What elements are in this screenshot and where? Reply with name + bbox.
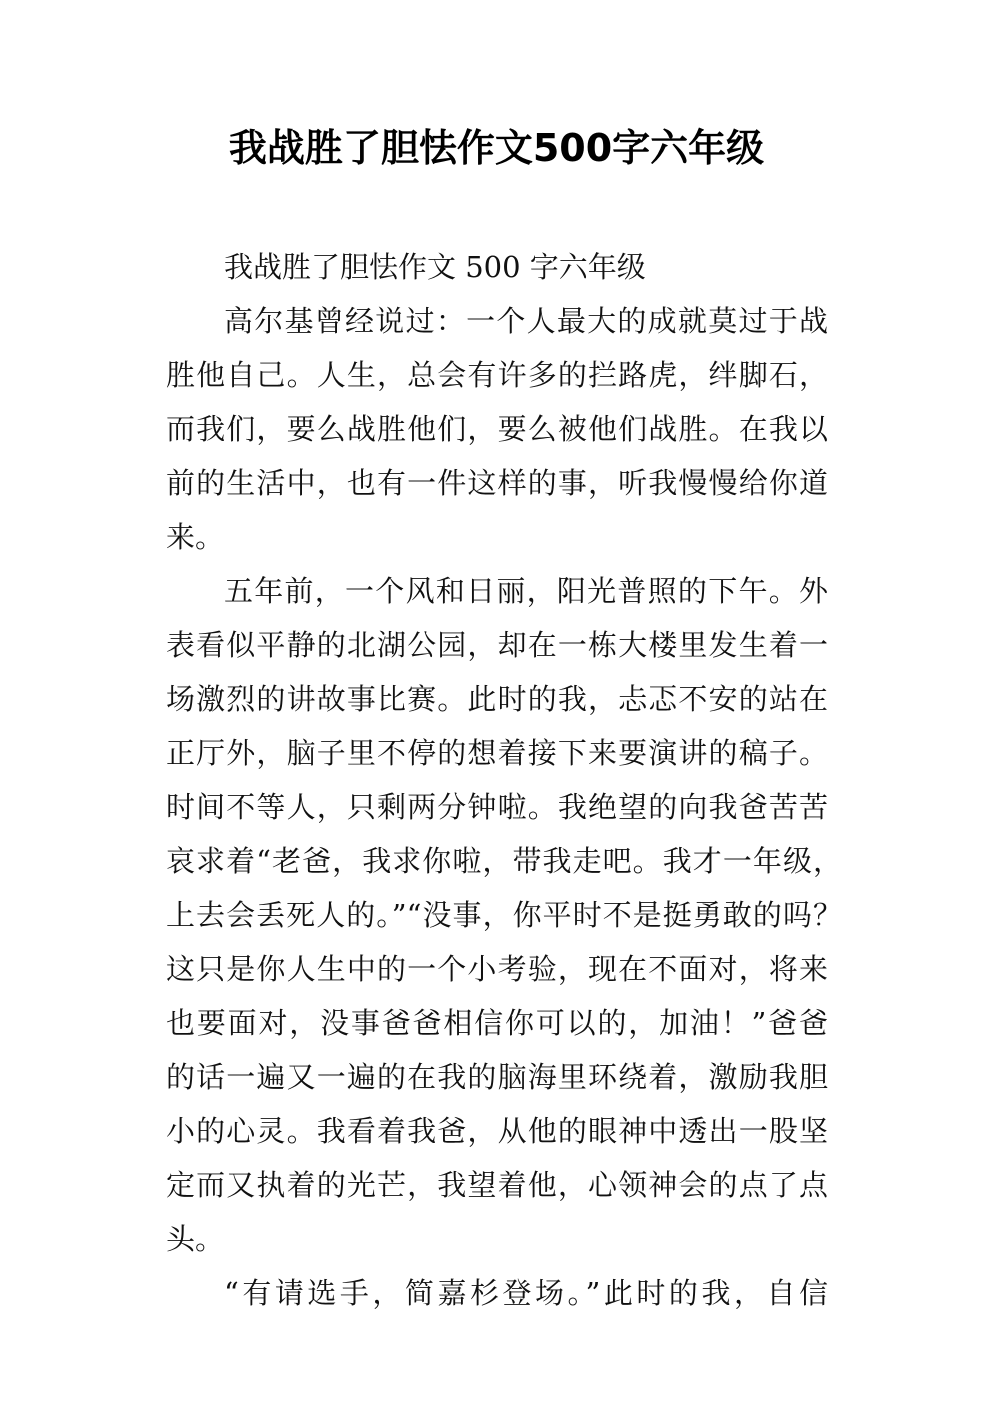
paragraph-line: 头。 (166, 1222, 225, 1256)
paragraph-line: 哀求着“老爸，我求你啦，带我走吧。我才一年级， (166, 844, 842, 878)
paragraph-line: 而我们，要么战胜他们，要么被他们战胜。在我以 (166, 412, 828, 446)
paragraph-line: 的话一遍又一遍的在我的脑海里环绕着，激励我胆 (166, 1060, 828, 1094)
paragraph-line: “有请选手，简嘉杉登场。”此时的我，自信 (224, 1276, 828, 1310)
paragraph-line: 五年前，一个风和日丽，阳光普照的下午。外 (224, 574, 828, 608)
paragraph-line: 上去会丢死人的。”“没事，你平时不是挺勇敢的吗？ (166, 898, 842, 932)
paragraph-line: 也要面对，没事爸爸相信你可以的，加油！”爸爸 (166, 1006, 828, 1040)
document-subtitle: 我战胜了胆怯作文 500 字六年级 (224, 250, 646, 284)
paragraph-line: 小的心灵。我看着我爸，从他的眼神中透出一股坚 (166, 1114, 828, 1148)
document-title: 我战胜了胆怯作文500字六年级 (228, 126, 765, 170)
paragraph-line: 前的生活中，也有一件这样的事，听我慢慢给你道 (166, 466, 828, 500)
paragraph-line: 胜他自己。人生，总会有许多的拦路虎，绊脚石， (166, 358, 828, 392)
paragraph-line: 表看似平静的北湖公园，却在一栋大楼里发生着一 (166, 628, 828, 662)
paragraph-line: 时间不等人，只剩两分钟啦。我绝望的向我爸苦苦 (166, 790, 828, 824)
paragraph-line: 定而又执着的光芒，我望着他，心领神会的点了点 (166, 1168, 828, 1202)
paragraph-line: 场激烈的讲故事比赛。此时的我，忐忑不安的站在 (166, 682, 828, 716)
paragraph-line: 高尔基曾经说过：一个人最大的成就莫过于战 (224, 304, 828, 338)
paragraph-line: 正厅外，脑子里不停的想着接下来要演讲的稿子。 (166, 736, 828, 770)
paragraph-line: 这只是你人生中的一个小考验，现在不面对，将来 (166, 952, 828, 986)
paragraph-line: 来。 (166, 520, 225, 554)
